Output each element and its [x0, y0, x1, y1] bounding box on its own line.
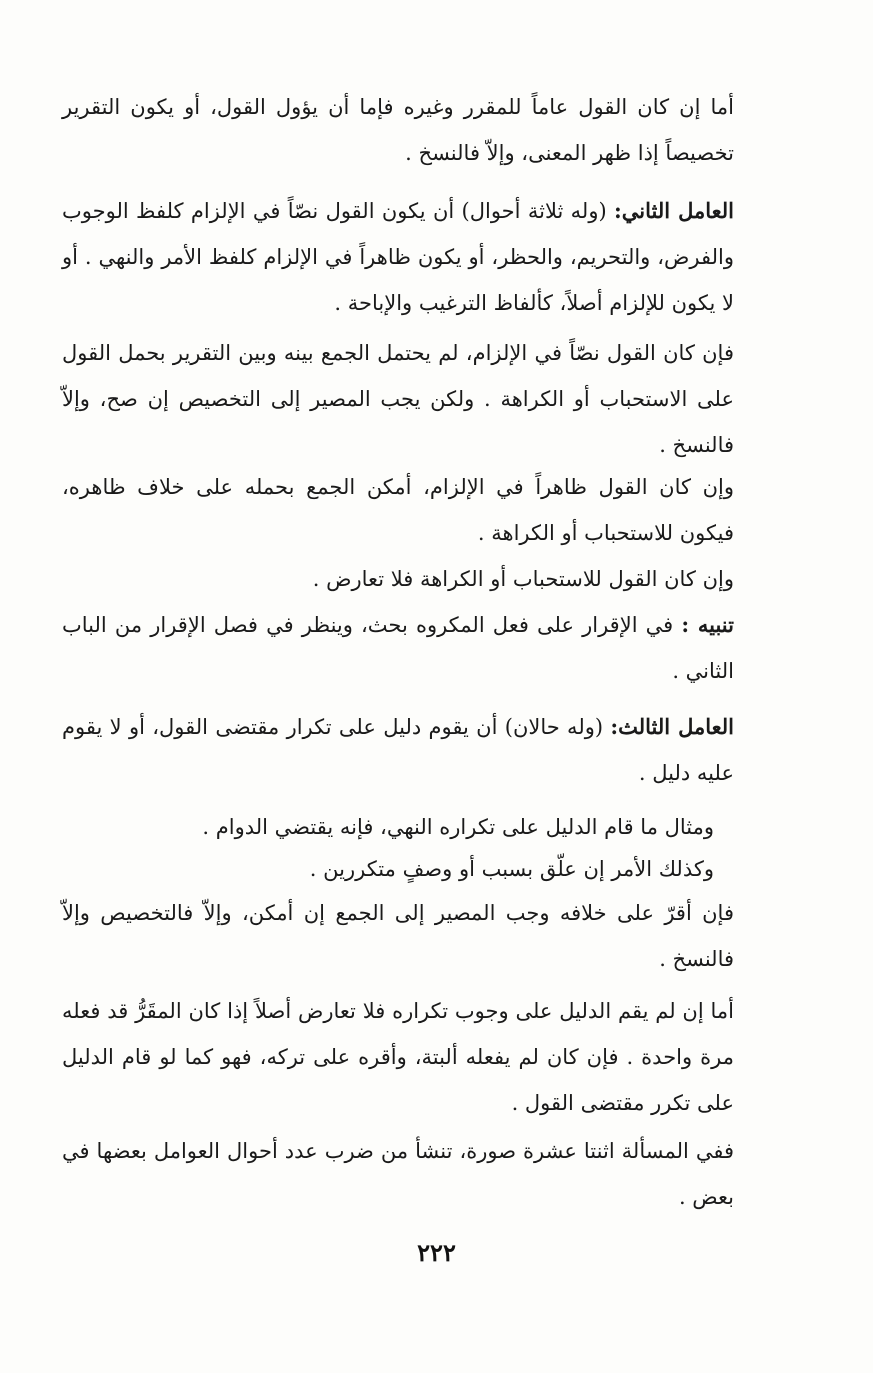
- paragraph-1-text: أما إن كان القول عاماً للمقرر وغيره فإما أن يؤول القول، أو يكون التقرير تخصيصاً إذا ظهر المعنى، وإلاّ فالنسخ .: [62, 95, 734, 165]
- paragraph-7: [62, 704, 762, 796]
- paragraph-8: [62, 804, 762, 850]
- paragraph-5-text: وإن كان القول للاستحباب أو الكراهة فلا تعارض .: [312, 567, 734, 591]
- paragraph-9-text: وكذلك الأمر إن علّق بسبب أو وصفٍ متكررين .: [309, 857, 714, 881]
- paragraph-11-text: أما إن لم يقم الدليل على وجوب تكراره فلا تعارض أصلاً إذا كان المقَرُّ قد فعله مرة واحدة . فإن كان لم يفعله ألبتة، وأقره على تركه، فهو كما لو قام الدليل على تكرر مقتضى القول .: [62, 999, 734, 1115]
- paragraph-1: [62, 84, 762, 176]
- paragraph-6-text: في الإقرار على فعل المكروه بحث، وينظر في فصل الإقرار من الباب الثاني .: [62, 613, 734, 683]
- note-heading: تنبيه :: [681, 612, 734, 637]
- paragraph-6: [62, 602, 762, 694]
- paragraph-7-text: (وله حالان) أن يقوم دليل على تكرار مقتضى القول، أو لا يقوم عليه دليل .: [62, 715, 734, 785]
- paragraph-8-text: ومثال ما قام الدليل على تكراره النهي، فإنه يقتضي الدوام .: [202, 815, 714, 839]
- paragraph-12: [62, 1128, 762, 1220]
- paragraph-11: [62, 988, 762, 1126]
- paragraph-2: [62, 188, 762, 326]
- section-heading-third-factor: العامل الثالث:: [610, 714, 734, 739]
- paragraph-10-text: فإن أقرّ على خلافه وجب المصير إلى الجمع إن أمكن، وإلاّ فالتخصيص وإلاّ فالنسخ .: [62, 901, 734, 971]
- paragraph-4: [62, 464, 762, 556]
- page-number: ٢٢٢: [417, 1238, 456, 1267]
- paragraph-3: [62, 330, 762, 468]
- section-heading-second-factor: العامل الثاني:: [614, 198, 734, 223]
- paragraph-4-text: وإن كان القول ظاهراً في الإلزام، أمكن الجمع بحمله على خلاف ظاهره، فيكون للاستحباب أو الكراهة .: [62, 475, 734, 545]
- paragraph-12-text: ففي المسألة اثنتا عشرة صورة، تنشأ من ضرب عدد أحوال العوامل بعضها في بعض .: [62, 1139, 734, 1209]
- paragraph-2-text: (وله ثلاثة أحوال) أن يكون القول نصّاً في الإلزام كلفظ الوجوب والفرض، والتحريم، والحظر، أو يكون ظاهراً في الإلزام كلفظ الأمر والنهي . أو لا يكون للإلزام أصلاً، كألفاظ الترغيب والإباحة .: [62, 199, 734, 315]
- paragraph-10: [62, 890, 762, 982]
- paragraph-3-text: فإن كان القول نصّاً في الإلزام، لم يحتمل الجمع بينه وبين التقرير بحمل القول على الاستحباب أو الكراهة . ولكن يجب المصير إلى التخصيص إن صح، وإلاّ فالنسخ .: [62, 341, 734, 457]
- paragraph-9: [62, 846, 762, 892]
- paragraph-5: [62, 556, 762, 602]
